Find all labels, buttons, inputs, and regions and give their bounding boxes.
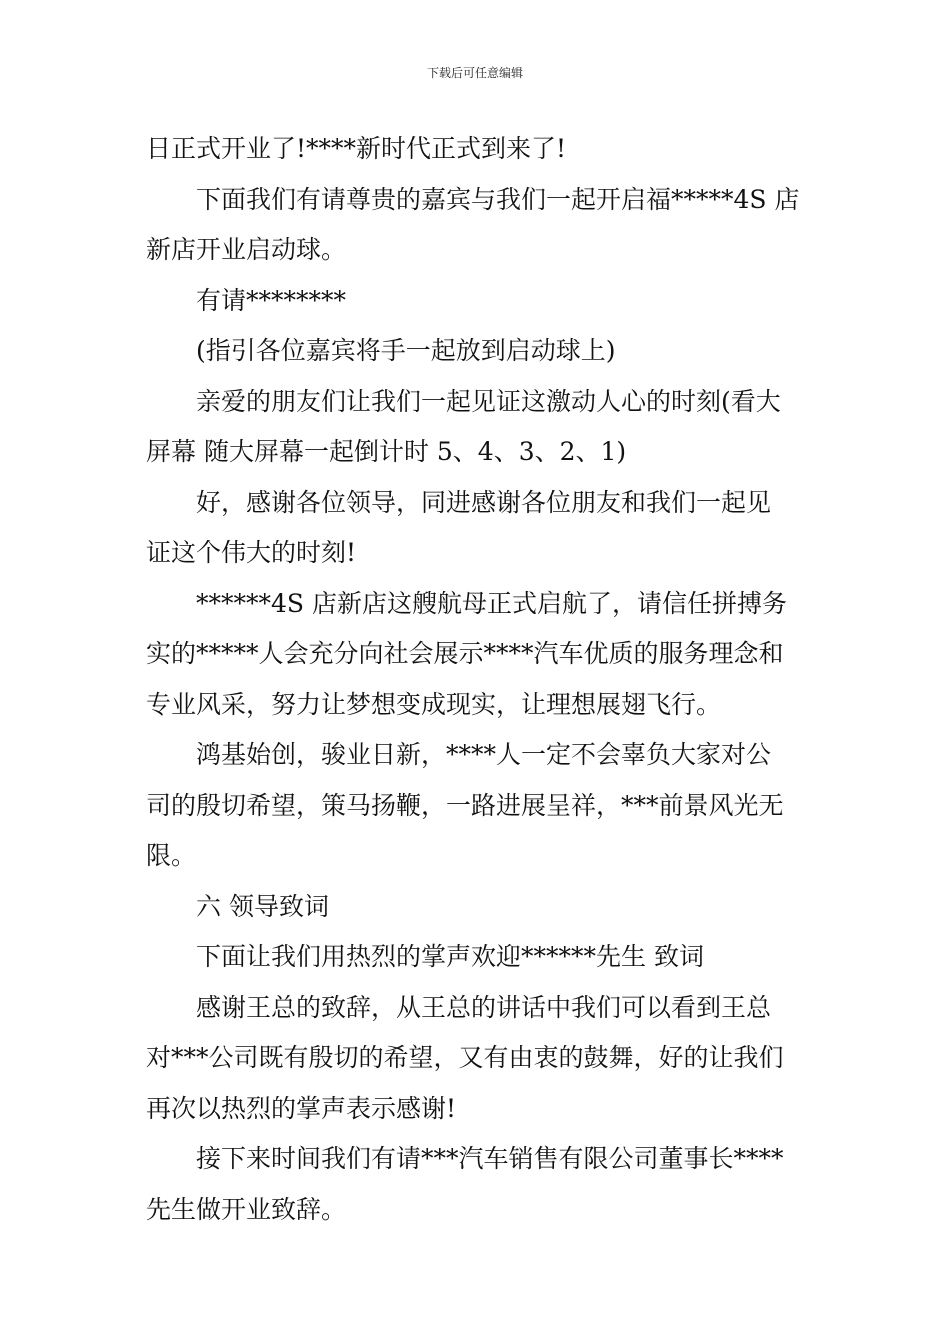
text-line: 限。 xyxy=(146,841,197,870)
text-line: 下面我们有请尊贵的嘉宾与我们一起开启福*****4S 店 xyxy=(196,184,800,214)
text-line: 专业风采，努力让梦想变成现实，让理想展翅飞行。 xyxy=(146,689,722,719)
document-body xyxy=(146,124,810,1235)
text-line: 亲爱的朋友们让我们一起见证这激动人心的时刻(看大 xyxy=(196,386,781,416)
text-line: 对***公司既有殷切的希望，又有由衷的鼓舞，好的让我们 xyxy=(146,1043,784,1072)
text-line: 有请******** xyxy=(196,285,347,315)
text-line: 再次以热烈的掌声表示感谢! xyxy=(146,1093,457,1123)
text-line: 接下来时间我们有请***汽车销售有限公司董事长**** xyxy=(196,1144,784,1173)
text-line: 日正式开业了!****新时代正式到来了! xyxy=(146,134,567,163)
text-line: 下面让我们用热烈的掌声欢迎******先生 致词 xyxy=(196,942,704,971)
text-line: 感谢王总的致辞，从王总的讲话中我们可以看到王总 xyxy=(196,992,772,1022)
text-line: 鸿基始创，骏业日新，****人一定不会辜负大家对公 xyxy=(196,740,772,769)
text-line: 屏幕 随大屏幕一起倒计时 5、4、3、2、1) xyxy=(146,437,627,466)
text-line: 司的殷切希望，策马扬鞭，一路进展呈祥，***前景风光无 xyxy=(146,790,784,820)
section-heading: 六 领导致词 xyxy=(196,891,329,921)
text-line: 好，感谢各位领导，同进感谢各位朋友和我们一起见 xyxy=(196,487,772,517)
page-header-note: 下载后可任意编辑 xyxy=(426,66,523,80)
text-line: ******4S 店新店这艘航母正式启航了，请信任拼搏务 xyxy=(196,588,787,618)
text-line: 证这个伟大的时刻! xyxy=(146,538,357,567)
text-line: 先生做开业致辞。 xyxy=(146,1194,347,1224)
text-line: 新店开业启动球。 xyxy=(146,235,347,264)
text-line: (指引各位嘉宾将手一起放到启动球上) xyxy=(196,336,616,365)
text-line: 实的*****人会充分向社会展示****汽车优质的服务理念和 xyxy=(146,639,784,668)
